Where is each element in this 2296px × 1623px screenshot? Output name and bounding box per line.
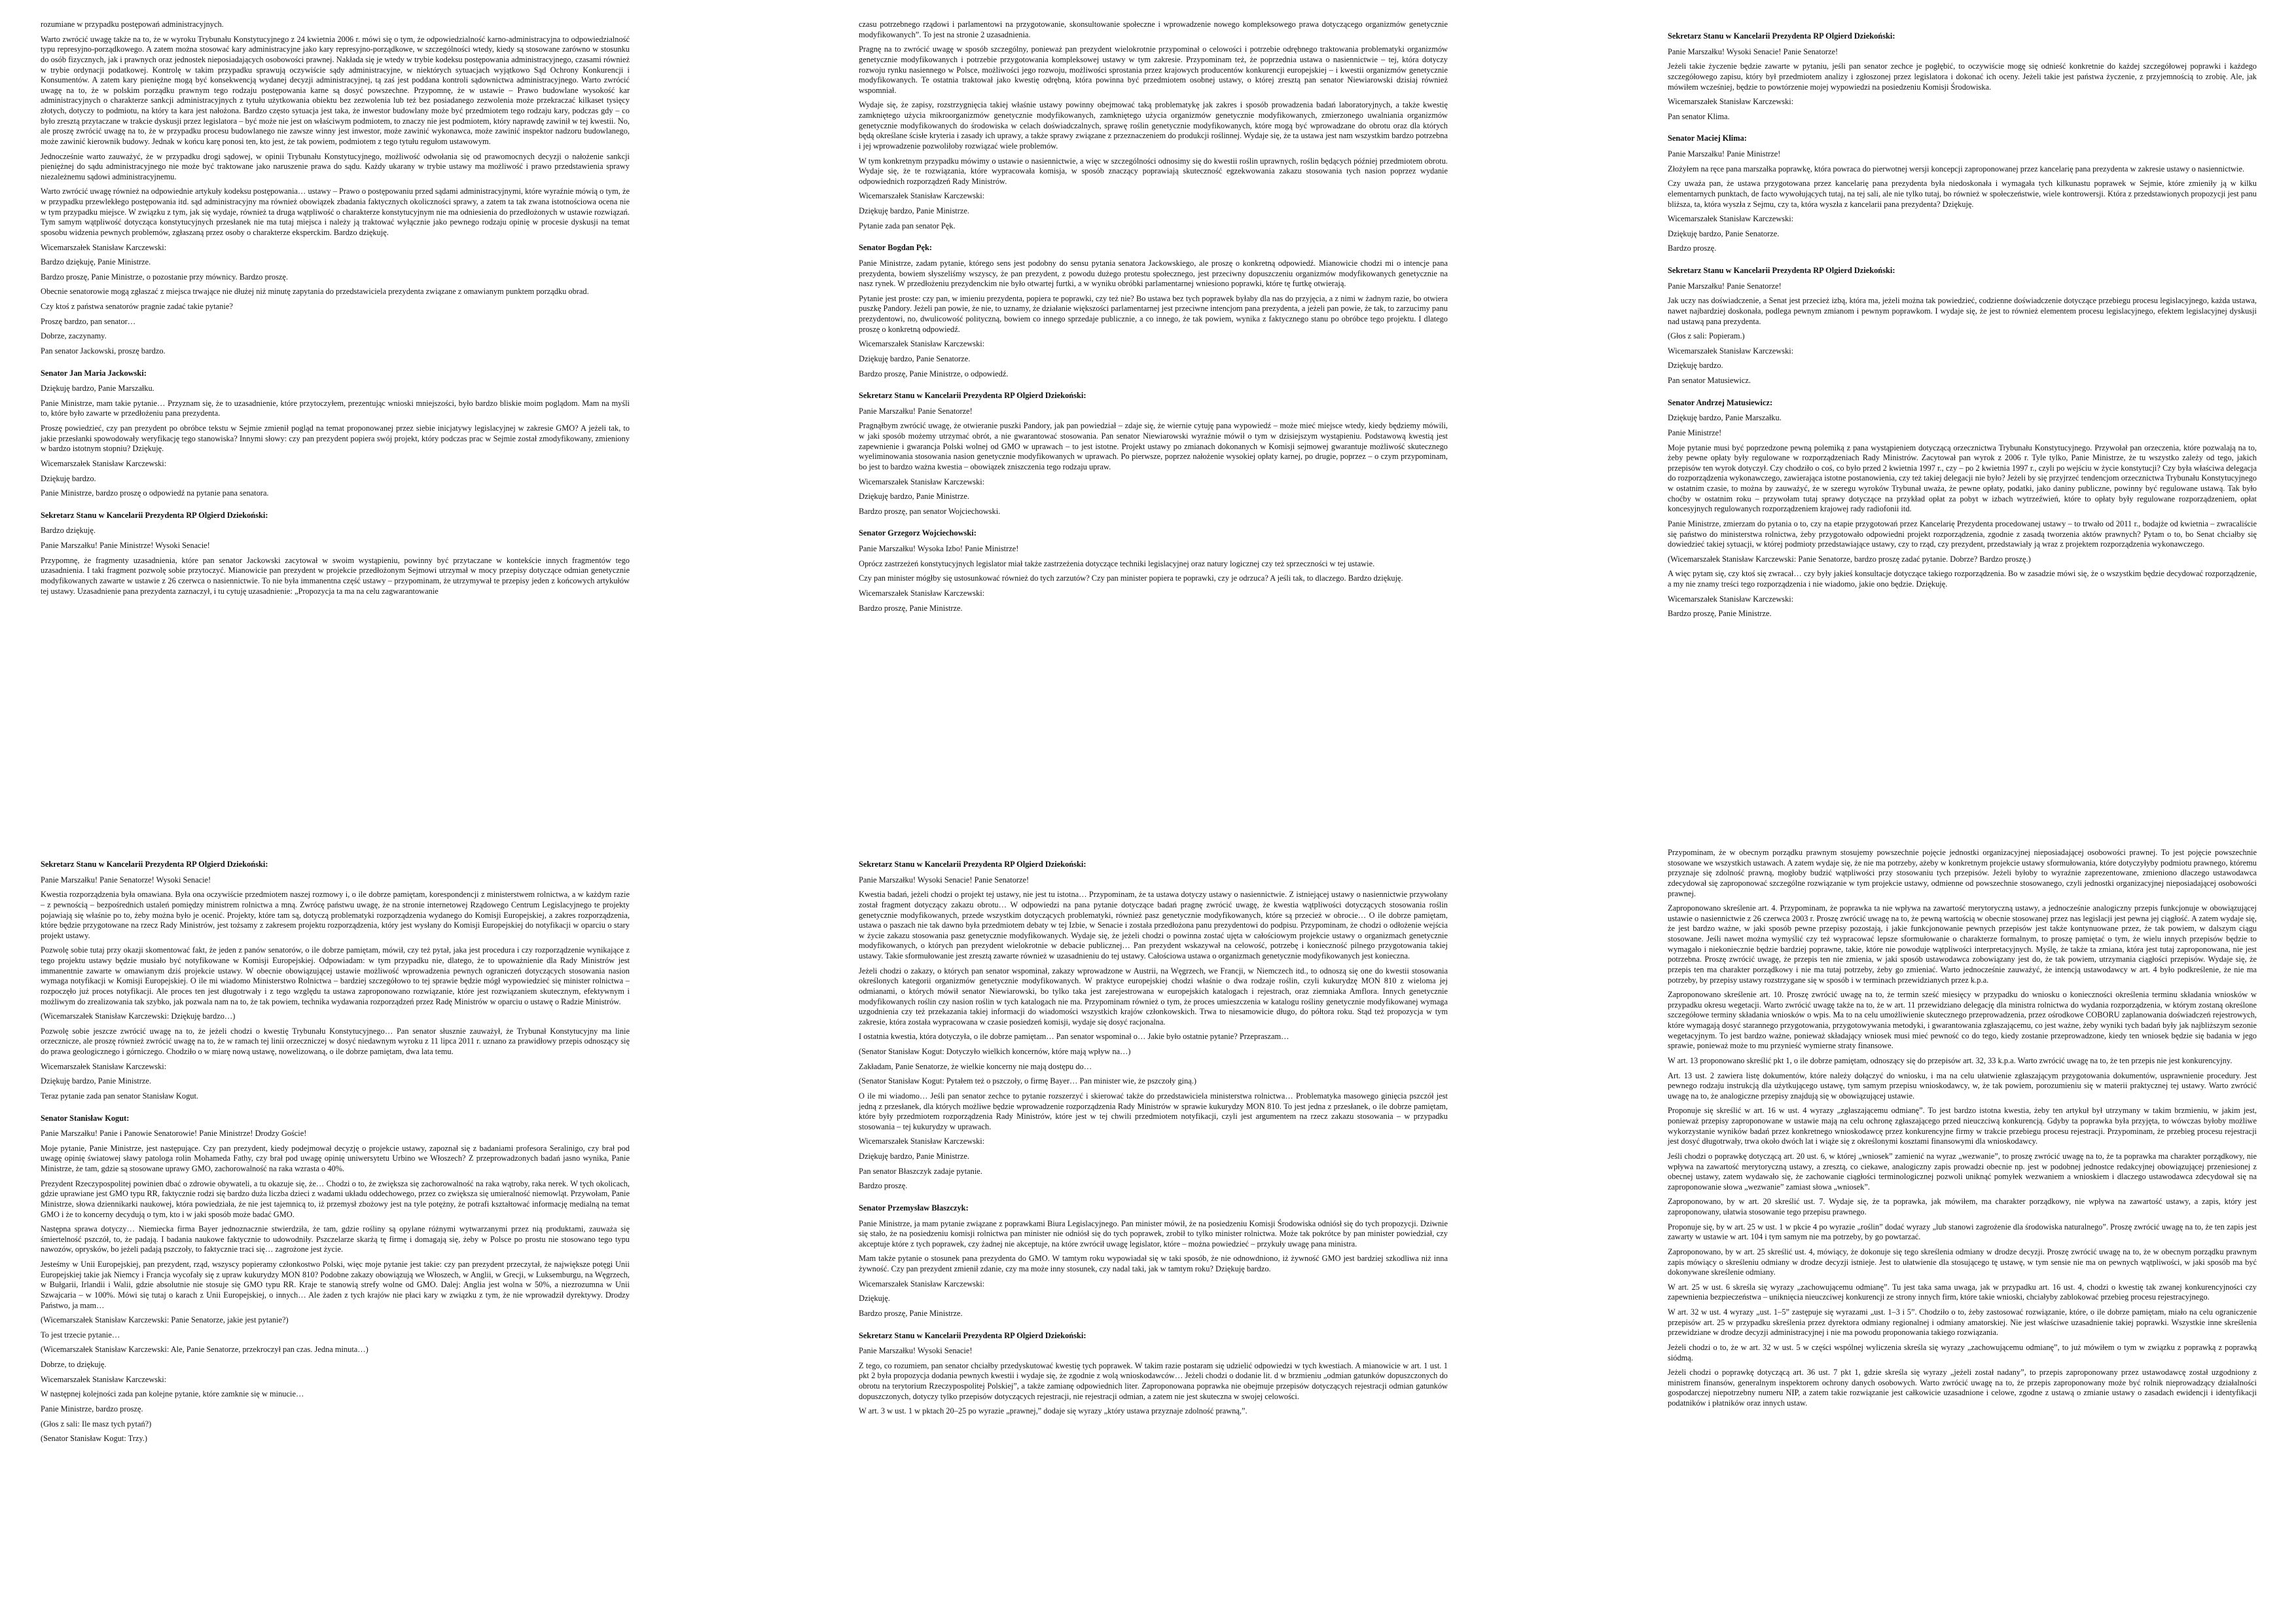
paragraph: Panie Marszałku! Panie Senatorze! Wysoki Senacie! [41,875,211,884]
paragraph: Panie Ministrze! [1668,428,1722,437]
paragraph: Następna sprawa dotyczy… Niemiecka firma Bayer jednoznacznie stwierdziła, że tam, gdzie rośliny są opylane różnymi wytwarzanymi przez nią produktami, zauważa się śmiertelność pszczół, to, że padają. I badania naukowe faktycznie to udowodniły. Pszczelarze skarżą tę firmę i domagają się, żeby w Polsce po prostu nie stosowano tego typu nawozów, oprysków, bo jeżeli padają pszczoły, to faktycznie traci się… zagrożone jest życie. [41,1224,630,1254]
paragraph: Proponuje się, by w art. 25 w ust. 1 w pkcie 4 po wyrazie „roślin” dodać wyrazy „lub stanowi zagrożenie dla środowiska naturalnego”. Proszę zwrócić uwagę na to, że ten zapis jest zawarty w ustawie w art. 104 i tym samym nie ma potrzeby, by go powtarzać. [1668,1222,2257,1242]
paragraph: Wicemarszałek Stanisław Karczewski: [859,477,985,486]
paragraph: Jeżeli chodzi o poprawkę dotyczącą art. 36 ust. 7 pkt 1, gdzie skreśla się wyrazy „jeżeli został nadany”, to przepis zaproponowany przez ustawodawcę został uzgodniony z ministrem finansów, generalnym inspektorem ochrony danych osobowych. Warto zwrócić uwagę na to, że przepis zaproponowany może być rolnik nieprowadzący działalności gospodarczej niepotrzebny numeru NIP, a zatem takie rozwiązanie jest całkowicie uzasadnione i celowe, zgodne z ustawą o zmianie ustawy o zasadach ewidencji i identyfikacji podatników i płatników oraz innych ustaw. [1668,1368,2257,1408]
paragraph: Wicemarszałek Stanisław Karczewski: [1668,594,1794,604]
paragraph: Wicemarszałek Stanisław Karczewski: [41,458,167,468]
paragraph: Bardzo dziękuję. [41,526,96,536]
speaker-heading: Senator Bogdan Pęk: [859,243,932,253]
paragraph: Bardzo proszę. [1668,244,1717,253]
paragraph: Złożyłem na ręce pana marszałka poprawkę, która powraca do pierwotnej wersji koncepcji zaproponowanej przez kancelarię pana prezydenta w zakresie ustawy o nasiennictwie. [1668,164,2245,173]
paragraph: (Senator Stanisław Kogut: Pytałem też o pszczoły, o firmę Bayer… Pan minister wie, że pszczoły giną.) [859,1076,1197,1086]
paragraph: Warto zwrócić uwagę również na odpowiednie artykuły kodeksu postępowania… ustawy – Prawo o postępowaniu przed sądami administracyjnymi, które wyraźnie mówią o tym, że w przypadku przewlekłego postępowania itd. sąd administracyjny ma również obowiązek zbadania faktycznych okoliczności sprawy, a zatem ta tak zwana istotnościowa ocena nie w tym przypadku miejsce. W związku z tym, jak się wydaje, również ta druga wątpliwość o charakterze konstytucyjnym nie ma odniesienia do przedłożonych w ustawie rozwiązań. Tym samym wątpliwość dotycząca konstytucyjnych przesłanek nie ma tutaj miejsca i należy ją traktować wyłącznie jako pewnego rodzaju opinię w procesie dyskusji na temat sposobu widzenia pewnych problemów, zgłaszaną przez osoby o charakterze eksperckim. Bardzo dziękuję. [41,187,630,237]
page-column-bottom-left [41,848,630,1449]
paragraph: Dziękuję bardzo, Panie Ministrze. [859,1152,969,1161]
paragraph: Moje pytanie, Panie Ministrze, jest następujące. Czy pan prezydent, kiedy podejmował decyzję o projekcie ustawy, zapoznał się z badaniami profesora Seralinigo, czy brał pod uwagę opinię światowej sławy patologa rolin Mohameda Fathy, czy brał pod uwagę opinię uniwersytetu Urbino we Włoszech? Z przeprowadzonych badań jasno wynika, Panie Ministrze, że tam, gdzie są stosowane uprawy GMO, zachorowalność na raka wzrasta o 40%. [41,1143,630,1173]
paragraph: Dziękuję bardzo, Panie Marszałku. [1668,413,1782,423]
paragraph: Pan senator Klima. [1668,111,1730,121]
paragraph: Przypomnę, że fragmenty uzasadnienia, które pan senator Jackowski zacytował w swoim wystąpieniu, powinny być przytaczane w kontekście innych fragmentów tego uzasadnienia. I taki fragment pozwolę sobie przytoczyć. Mianowicie pan prezydent w projekcie przedłożonym Sejmowi utrzymał w mocy przepisy dotyczące odmian genetycznie modyfikowanych zawarte w ustawie z 26 czerwca o nasiennictwie. To nie była immanentna część ustawy – przypominam, że utrzymywał te przepisy jeden z końcowych artykułów tej ustawy. Uzasadnienie pana prezydenta zaznaczył, i tu cytuję uzasadnienie: „Propozycja ta ma na celu zagwarantowanie [41,555,630,596]
speaker-heading: Sekretarz Stanu w Kancelarii Prezydenta RP Olgierd Dziekoński: [41,860,268,869]
paragraph: Teraz pytanie zada pan senator Stanisław Kogut. [41,1091,199,1101]
paragraph: Zaproponowano, by w art. 20 skreślić ust. 7. Wydaje się, że ta poprawka, jak mówiłem, ma charakter porządkowy, nie wpływa na zawartość ustawy, a zapis, który jest zaproponowany, ułatwia stosowanie tego przepisu prawnego. [1668,1197,2257,1216]
paragraph: Jak uczy nas doświadczenie, a Senat jest przecież izbą, która ma, jeżeli można tak powiedzieć, codzienne doświadczenie dotyczące przebiegu procesu legislacyjnego, każda ustawa, nawet najbardziej doskonała, podlega pewnym zmianom i pewnym poprawkom. I wydaje się, że jest to również elementem procesu legislacyjnego, efektem legislacyjnej dyskusji nad ustawą pana prezydenta. [1668,296,2257,326]
paragraph: W następnej kolejności zada pan kolejne pytanie, które zamknie się w minucie… [41,1389,304,1399]
paragraph: Wicemarszałek Stanisław Karczewski: [859,339,985,349]
paragraph: Dobrze, to dziękuję. [41,1360,107,1369]
paragraph: Panie Ministrze, zmierzam do pytania o to, czy na etapie przygotowań przez Kancelarię Prezydenta procedowanej ustawy – to trwało od 2011 r., bodajże od kwietnia – zwracaliście się państwo do ministerstwa rolnictwa, żeby przygotowało odpowiedni projekt rozporządzenia, zgodnie z zasadą tworzenia aktów prawnych? Pytam o to, bo Senat chciałby się dowiedzieć takiej sytuacji, w której podmioty przedstawiające ustawy, czy to rząd, czy prezydent, przedstawiały ją wraz z projektem rozporządzenia wykonawczego. [1668,519,2257,549]
paragraph: Dziękuję bardzo. [1668,361,1723,371]
paragraph: To jest trzecie pytanie… [41,1330,120,1340]
paragraph: Kwestia badań, jeżeli chodzi o projekt tej ustawy, nie jest tu istotna… Przypominam, że ta ustawa dotyczy ustawy o nasiennictwie. Z istniejącej ustawy o nasiennictwie przywołany został fragment dotyczący zakazu obrotu… W odpowiedzi na pana pytanie dotyczące badań pragnę zwrócić uwagę, że kwestia wątpliwości dotyczących stosowania roślin genetycznie modyfikowanych, przede wszystkim dotyczących problematyki, również pasz genetycznie modyfikowanych, które są przecież w obrocie… O ile dobrze pamiętam, ustawa o paszach nie tak dawno była przedmiotem debaty w tej Izbie, w Senacie i została przedłożona panu prezydentowi do podpisu. Przypominam, że chodzi o odłożenie wejścia w życie zakazu stosowania pasz genetycznie modyfikowanych. Wydaje się, że jeżeli chodzi o powinna zostać ujęta w całościowym projekcie ustawy o organizmach genetycznie modyfikowanych, o których pan prezydent wielokrotnie w debacie publicznej… Pan prezydent wskazywał na celowość, potrzebę i konieczność pilnego przygotowania takiej ustawy. Takie sformułowanie jest zresztą zawarte również w uzasadnieniu do tej ustawy. Całościowa ustawa o organizmach genetycznie modyfikowanych jest konieczna. [859,890,1448,960]
paragraph: Wicemarszałek Stanisław Karczewski: [41,1374,167,1384]
paragraph: Dziękuję bardzo, Panie Marszałku. [41,384,154,393]
paragraph: Jesteśmy w Unii Europejskiej, pan prezydent, rząd, wszyscy popieramy członkostwo Polski, więc moje pytanie jest takie: czy pan prezydent przeczytał, że największe potęgi Unii Europejskiej takie jak Niemcy i Francja wycofały się z upraw kukurydzy MON 810? Podobne zakazy obowiązują we Włoszech, w Anglii, w Grecji, w Luksemburgu, na Węgrzech, w Bułgarii, Irlandii i Walii, gdzie absolutnie nie stosuje się GMO typu RR. Kraje te stanowią strefy wolne od GMO. Dalej: Anglia jest wolna w 50%, a niezrozumna w Unii Szwajcaria – w 100%. Mówi się tutaj o karach z Unii Europejskiej, o innych… Ale żaden z tych krajów nie płaci kary w związku z tym, że nie wprowadził dyrektywy. Drodzy Państwo, ja mam… [41,1260,630,1310]
paragraph: Wicemarszałek Stanisław Karczewski: [859,191,985,201]
paragraph: Wicemarszałek Stanisław Karczewski: [859,1137,985,1146]
paragraph: Zaproponowano, by w art. 25 skreślić ust. 4, mówiący, że dokonuje się tego skreślenia odmiany w drodze decyzji. Proszę zwrócić uwagę na to, że w obecnym porządku prawnym zapis mówiący o skreśleniu odmiany w drodze decyzji istnieje. Jest to ułatwienie dla stosującego tę ustawę, w tym sensie nie ma on pewnych wątpliwości, w jaki sposób ma być dokonywane skreślenie odmiany. [1668,1247,2257,1277]
paragraph: Wicemarszałek Stanisław Karczewski: [1668,346,1794,356]
paragraph: Pytanie zada pan senator Pęk. [859,221,956,230]
paragraph: Oprócz zastrzeżeń konstytucyjnych legislator miał także zastrzeżenia dotyczące techniki legislacyjnej oraz natury logicznej czy też sprzeczności w tej ustawie. [859,558,1375,568]
paragraph: Panie Marszałku! Panie Senatorze! [859,406,973,416]
paragraph: (Wicemarszałek Stanisław Karczewski: Panie Senatorze, jakie jest pytanie?) [41,1315,289,1325]
paragraph: Bardzo proszę. [859,1181,908,1191]
paragraph: Jeśli chodzi o poprawkę dotyczącą art. 20 ust. 6, w której „wniosek” zamienić na wyraz „wezwanie”, to proszę zwrócić uwagę na to, że ta poprawka ma charakter porządkowy, nie wpływa na zawartość merytoryczną ustawy, a zresztą, co ciekawe, analogiczny zapis prowadzi obecnie np. jest w podobnej jednostce redakcyjnej obowiązującej przeniesionej z obecnej ustawy, zatem wydawało się, że zachowanie ciągłości terminologicznej pozwoli uniknąć pomyłek wezwaniem a wnioskiem i dlaczego ustawodawca zdecydował się na zaproponowanie słowa „wezwanie” zamiast słowa „wniosek”. [1668,1151,2257,1192]
paragraph: Pan senator Matusiewicz. [1668,376,1751,385]
paragraph: Proponuje się skreślić w art. 16 w ust. 4 wyrazy „zgłaszającemu odmianę”. To jest bardzo istotna kwestia, żeby ten artykuł był utrzymany w takim brzmieniu, w jakim jest, ponieważ przepisy zaproponowane w ustawie mają na celu ochronę zgłaszającego przed nieuczciwą konkurencją. Gdyby ta poprawka była przyjęta, to wówczas byłoby możliwe wykorzystanie wyników badań przez konkretnego wnioskodawcę przez konkurencyjne firmy w trakcie przebiegu procesu rejestracji. Przypominam, że przebieg procesu rejestracji jest dosyć długotrwały, trwa około dwóch lat i wiąże się z określonymi kosztami finansowymi dla wnioskodawcy. [1668,1106,2257,1146]
paragraph: Jeżeli chodzi o zakazy, o których pan senator wspominał, zakazy wprowadzone w Austrii, na Węgrzech, we Francji, w Niemczech itd., to odnoszą się one do kwestii stosowania określonych kategorii organizmów genetycznie modyfikowanych. W praktyce europejskiej chodzi właśnie o dwa rodzaje roślin, czyli kukurydzę MON 810 z wieloma jej odmianami, o których mówił senator Niewiarowski, bo tylko taka jest zarejestrowana w europejskich katalogach i rejestrach, oraz ziemniaka Amflora. Innych genetycznie modyfikowanych roślin czy nasion roślin w tych katalogach nie ma. Przypominam również o tym, że proces umieszczenia w katalogu rośliny genetycznie modyfikowanej wymaga uzgodnienia czy też przekazania takiej informacji do wiadomości wszystkich krajów członkowskich. Trwa to niesamowicie długo, do półtora roku. Stąd też propozycja w tym zakresie, która została wypracowana w czasie posiedzeń komisji, wydaje się dosyć racjonalna. [859,966,1448,1027]
paragraph: Panie Marszałku! Wysoka Izbo! Panie Ministrze! [859,544,1019,553]
paragraph: Pytanie jest proste: czy pan, w imieniu prezydenta, popiera te poprawki, czy też nie? Bo ustawa bez tych poprawek byłaby dla nas do przyjęcia, a z nimi w żadnym razie, bo otwiera puszkę Pandory. Jeżeli pan powie, że nie, to uznamy, że działanie większości parlamentarnej jest przeciwne intencjom pana prezydenta, a jeżeli pan powie, że tak, to zarzucimy panu prezydentowi, no, dwulicowość polityczną, bowiem co innego sprzedaje publicznie, a co innego, że tak powiem, wynika z faktycznego stanu po obróbce tego projektu. I dlatego proszę o konkretną odpowiedź. [859,293,1448,334]
paragraph: Zakładam, Panie Senatorze, że wielkie koncerny nie mają dostępu do… [859,1061,1092,1071]
paragraph: Panie Marszałku! Panie Senatorze! [1668,281,1782,291]
paragraph: O ile mi wiadomo… Jeśli pan senator zechce to pytanie rozszerzyć i skierować także do przedstawiciela ministerstwa rolnictwa… Problematyka masowego ginięcia pszczół jest jedną z przesłanek, dla których możliwe będzie wprowadzenie rozporządzenia Rady Ministrów w sprawie kukurydzy MON 810. To jest jedna z przesłanek, o ile dobrze pamiętam, które były przedmiotem rozporządzenia Rady Ministrów, które jest w tej chwili przedmiotem notyfikacji, czyli jest argumentem na rzecz zakazu stosowania – w przypadku stosowania – tej kukurydzy w uprawach. [859,1091,1448,1131]
paragraph: I ostatnia kwestia, która dotyczyła, o ile dobrze pamiętam… Pan senator wspominał o… Jakie było ostatnie pytanie? Przepraszam… [859,1032,1289,1042]
paragraph: Pan senator Jackowski, proszę bardzo. [41,346,166,356]
paragraph: Czy ktoś z państwa senatorów pragnie zadać takie pytanie? [41,302,233,311]
paragraph: Wicemarszałek Stanisław Karczewski: [859,1279,985,1288]
page-column-top-middle [859,20,1448,618]
paragraph: Pozwolę sobie tutaj przy okazji skomentować fakt, że jeden z panów senatorów, o ile dobrze pamiętam, mówił, czy też pytał, jaka jest procedura i czy rozporządzenie wynikające z tego projektu ustawy będzie musiało być notyfikowane w Komisji Europejskiej. Odpowiadam: w tym przypadku nie, dlatego, że to upoważnienie dla Rady Ministrów jest immanentnie zawarte w omawianym dziś projekcie ustawy. W obecnie obowiązującej ustawie możliwość wprowadzenia pewnych ograniczeń dotyczących stosowania nasion wymaga notyfikacji w Komisji Europejskiej. O ile mi wiadomo Ministerstwo Rolnictwa – bardziej szczegółowo to tej sprawie będzie mógł wypowiedzieć się minister rolnictwa – rozpoczęło już proces notyfikacji. Ale proces ten jest długotrwały i z tego względu ta ustawa zaproponowano rozwiązanie, które jest rozwiązaniem skutecznym, efektywnym i możliwym do zrealizowania tak szybko, jak pozwala nam na to, że tak powiem, technika wydawania rozporządzeń przez Radę Ministrów w oparciu o ustawę o Radzie Ministrów. [41,945,630,1006]
paragraph: W art. 25 w ust. 6 skreśla się wyrazy „zachowującemu odmianę”. Tu jest taka sama uwaga, jak w przypadku art. 16 ust. 4, chodzi o kwestię tak zwanej konkurencyjności czy zapewnienia bezpieczeństwa – uniknięcia nieuczciwej konkurencji ze strony innych firm, które takie wnioski, chciałyby zablokować przebieg procesu rejestracyjnego. [1668,1282,2257,1302]
paragraph: Bardzo proszę, Panie Ministrze. [859,603,963,613]
paragraph: (Wicemarszałek Stanisław Karczewski: Ale, Panie Senatorze, przekroczył pan czas. Jedna minuta…) [41,1345,368,1355]
paragraph: Wicemarszałek Stanisław Karczewski: [41,242,167,252]
paragraph: Wicemarszałek Stanisław Karczewski: [1668,214,1794,224]
speaker-heading: Sekretarz Stanu w Kancelarii Prezydenta RP Olgierd Dziekoński: [41,510,268,520]
paragraph: (Głos z sali: Ile masz tych pytań?) [41,1419,152,1429]
paragraph: A więc pytam się, czy ktoś się zwracał… czy były jakieś konsultacje dotyczące takiego rozporządzenia. Bo w zasadzie mówi się, że o wszystkim będzie decydować rozporządzenie, a my nie znamy treści tego rozporządzenia i nie wiadomo, jakie ono będzie. Dziękuję. [1668,569,2257,589]
paragraph: W art. 13 proponowano skreślić pkt 1, o ile dobrze pamiętam, odnoszący się do przepisów art. 32, 33 k.p.a. Warto zwrócić uwagę na to, że ten przepis nie jest konkurencyjny. [1668,1055,2233,1065]
paragraph: (Głos z sali: Popieram.) [1668,331,1745,341]
paragraph: Panie Ministrze, bardzo proszę o odpowiedź na pytanie pana senatora. [41,488,269,498]
paragraph: Dobrze, zaczynamy. [41,331,107,341]
page-column-top-right [1668,20,2257,624]
speaker-heading: Senator Maciej Klima: [1668,134,1747,143]
speaker-heading: Sekretarz Stanu w Kancelarii Prezydenta RP Olgierd Dziekoński: [859,860,1086,869]
paragraph: Pragnę na to zwrócić uwagę w sposób szczególny, ponieważ pan prezydent wielokrotnie przypominał o celowości i potrzebie odrębnego traktowania problematyki organizmów genetycznie modyfikowanych i potrzebie przygotowania kompleksowej ustawy w tym zakresie. Przypominam też, że poprzednia ustawa o nasiennictwie – tej, która dotyczy rozwoju rynku nasiennego w Polsce, możliwości jego rozwoju, możliwości sprostania przez krajowych producentów konkurencji europejskiej – i kwestii organizmów genetycznie modyfikowanych. Te ostatnia traktował jako kwestię odrębną, która powinna być przedmiotem osobnej ustawy, o której zresztą pan senator Niewiarowski dzisiaj również wspomniał. [859,45,1448,95]
speaker-heading: Senator Andrzej Matusiewicz: [1668,397,1773,407]
paragraph: Bardzo proszę, Panie Ministrze, o odpowiedź. [859,369,1009,378]
paragraph: Dziękuję bardzo, Panie Senatorze. [1668,228,1780,238]
paragraph: Art. 13 ust. 2 zawiera listę dokumentów, które należy dołączyć do wniosku, i ma na celu ułatwienie zgłaszającym przygotowania dokumentów, usprawnienie procedury. Jest pewnego rodzaju instrukcją dla użytkującego ustawę, tym samym przepisu wnioskodawcy, w, że tak powiem, porozumieniu się w materii praktycznej tej ustawy. Warto zwrócić uwagę na to, że analogiczne przepisy znajdują się w obowiązującej ustawie. [1668,1070,2257,1101]
paragraph: W art. 3 w ust. 1 w pktach 20–25 po wyrazie „prawnej,” dodaje się wyrazy „który ustawa przyznaje zdolność prawną,”. [859,1406,1247,1416]
paragraph: rozumiane w przypadku postępowań administracyjnych. [41,20,224,29]
paragraph: Wydaje się, że zapisy, rozstrzygnięcia takiej właśnie ustawy powinny obejmować taką problematykę jak zakres i sposób prowadzenia badań laboratoryjnych, a także kwestię zamkniętego użycia mikroorganizmów genetycznie modyfikowanych, zamkniętego użycia organizmów genetycznie modyfikowanych, zmierzonego uwalniania organizmów genetycznie modyfikowanych do środowiska w celach doświadczalnych, sprawę roślin genetycznie modyfikowanych, które mogą być wprowadzane do obrotu oraz dla których będą określane ścisłe kryteria i zasady ich uprawy, a także sprawy związane z przeznaczeniem do produkcji roślinnej. Wydaje się, że ta ustawa jest nam wszystkim bardzo potrzebna i jej wprowadzenie pozwoliłoby rozwiązać wiele problemów. [859,100,1448,151]
paragraph: Moje pytanie musi być poprzedzone pewną polemiką z pana wystąpieniem dotyczącą orzecznictwa Trybunału Konstytucyjnego. Przywołał pan orzeczenia, które pozwalają na to, żeby pewne opłaty były regulowane w rozporządzeniach Rady Ministrów. Zacytował pan wyrok z 2006 r. Tyle tylko, Panie Ministrze, że tu wszystko zależy od tego, jakich przepisów ten wyrok dotyczył. Czy chodziło o coś, co było przed 2 kwietnia 1997 r., czy – po 2 kwietnia 1997 r., czyli po wejściu w życie konstytucji? Czy była właściwa delegacja do rozporządzenia wykonawczego, zawierająca istotne postanowienia, czy też takiej delegacji nie było? Jeżeli by się przyjrzeć tendencjom orzecznictwa Trybunału Konstytucyjnego w ostatnim czasie, to można by zauważyć, że w szeregu wyroków Trybunał uważa, że pewne opłaty, podatki, jako daniny publiczne, powinny być regulowane ustawą. Tak było choćby w ostatnim roku – przywołam tutaj sprawy dotyczące na przykład opłat za pobyt w izbach wytrzeźwień, które to opłaty były regulowane rozporządzeniem, opłat koncesyjnych regulowanych rozporządzeniem krajowej rady radiofonii itd. [1668,443,2257,514]
page-column-top-left [41,20,630,601]
paragraph: Bardzo proszę, Panie Ministrze. [1668,609,1772,619]
paragraph: Bardzo proszę, pan senator Wojciechowski. [859,506,1001,516]
paragraph: Wicemarszałek Stanisław Karczewski: [859,588,985,598]
paragraph: Panie Marszałku! Wysoki Senacie! [859,1346,973,1356]
paragraph: (Wicemarszałek Stanisław Karczewski: Panie Senatorze, bardzo proszę zadać pytanie. Dobrze? Bardzo proszę.) [1668,554,2031,564]
paragraph: Panie Marszałku! Panie i Panowie Senatorowie! Panie Ministrze! Drodzy Goście! [41,1129,307,1139]
paragraph: Panie Marszałku! Wysoki Senacie! Panie Senatorze! [1668,46,1839,56]
paragraph: Mam także pytanie o stosunek pana prezydenta do GMO. W tamtym roku wypowiadał się w taki sposób, że nie odnowdniono, iż żywność GMO jest bardziej szkodliwa niż inna żywność. Czy pan prezydent zmienił zdanie, czy ma może inny stosunek, czy nadal taki, jak w tamtym roku? Dziękuję bardzo. [859,1254,1448,1273]
paragraph: Bardzo dziękuję, Panie Ministrze. [41,257,151,267]
speaker-heading: Senator Przemysław Błaszczyk: [859,1203,969,1213]
speaker-heading: Senator Jan Maria Jackowski: [41,368,147,378]
paragraph: Kwestia rozporządzenia była omawiana. Była ona oczywiście przedmiotem naszej rozmowy i, o ile dobrze pamiętam, korespondencji z ministerstwem rolnictwa, a w każdym razie – z pewnością – bezpośrednich ustaleń pomiędzy ministrem rolnictwa a mną. Zwrócę państwu uwagę, że na stronie internetowej Rządowego Centrum Legislacyjnego te projekty pojawiają się właśnie po to, żeby można było je ocenić. Projekty, które tam są, dotyczą problematyki rozporządzenia wydanego do Komisji Europejskiej, a zakres rozporządzenia, które będzie przygotowane na rzecz Rady Ministrów, jest tożsamy z zakresem projektu rozporządzenia, który jest wysłany do Komisji Europejskiej do notyfikacji w oparciu o stary projekt ustawy. [41,890,630,940]
paragraph: Jednocześnie warto zauważyć, że w przypadku drogi sądowej, w opinii Trybunału Konstytucyjnego, możliwość odwołania się od prawomocnych decyzji o nałożenie sankcji pieniężnej do sądu administracyjnego nie może być traktowane jako naruszenie prawa do sądu. Każdy ukarany w trybie ustawy ma możliwość i prawo przedstawienia sprawy niezależnemu sądowi administracyjnemu. [41,151,630,181]
paragraph: Pan senator Błaszczyk zadaje pytanie. [859,1166,982,1176]
page-column-bottom-middle [859,848,1448,1421]
paragraph: Proszę bardzo, pan senator… [41,316,136,326]
paragraph: Panie Marszałku! Panie Ministrze! Wysoki Senacie! [41,541,210,550]
paragraph: Pragnąłbym zwrócić uwagę, że otwieranie puszki Pandory, jak pan powiedział – zdaje się, że wiernie cytuję pana wypowiedź – może mieć miejsce wtedy, kiedy będziemy mówili, w jaki sposób możemy utrzymać obrót, a nie gwarantować stosowania. Pan senator Niewiarowski wyraźnie mówił o tym w dzisiejszym wystąpieniu. Podstawową kwestią jest zapewnienie i gwarancja Polski wolnej od GMO w uprawach – to jest istotne. Projekt ustawy po zmianach dokonanych w Komisji sejmowej gwarantuje możliwość skutecznego wyeliminowania stosowania nasion genetycznie modyfikowanych w uprawach. Po pierwsze, poprzez nałożenie wysokiej opłaty karnej, po drugie, poprzez – o czym przypominam, bo jest to bardzo ważna kwestia – obowiązek zniszczenia tego rodzaju upraw. [859,421,1448,471]
paragraph: W tym konkretnym przypadku mówimy o ustawie o nasiennictwie, a więc w szczególności odnosimy się do kwestii roślin uprawnych, roślin będących później przedmiotem obrotu. Wydaje się, że te rozwiązania, które wypracowała komisja, w sposób znaczący poprawiają skuteczność egzekwowania zakazu stosowania tych nasion poprzez wydanie odpowiednich rozporządzeń Rady Ministrów. [859,156,1448,186]
paragraph: Panie Ministrze, mam takie pytanie… Przyznam się, że to uzasadnienie, które przytoczyłem, prezentując wnioski mniejszości, było bardzo bliskie moim poglądom. Mam na myśli to, które było zawarte w przedłożeniu pana prezydenta. [41,398,630,418]
speaker-heading: Sekretarz Stanu w Kancelarii Prezydenta RP Olgierd Dziekoński: [859,391,1086,401]
paragraph: Panie Ministrze, zadam pytanie, którego sens jest podobny do sensu pytania senatora Jackowskiego, ale proszę o konkretną odpowiedź. Mianowicie chodzi mi o intencje pana prezydenta, bowiem słyszeliśmy wszyscy, że pan prezydent, z powodu dużego protestu społecznego, jest przeciwny dopuszczeniu organizmów modyfikowanych genetycznie na nasz rynek. W przedłożeniu prezydenckim nie było otwartej furtki, a w wyniku obróbki parlamentarnej wniesiono poprawki, które tę furtkę otwierają. [859,258,1448,289]
paragraph: Panie Marszałku! Panie Ministrze! [1668,149,1781,158]
paragraph: Bardzo proszę, Panie Ministrze. [859,1308,963,1318]
paragraph: Z tego, co rozumiem, pan senator chciałby przedyskutować kwestię tych poprawek. W takim razie postaram się udzielić odpowiedzi w tych kwestiach. A mianowicie w art. 1 ust. 1 pkt 2 była propozycja dodania pewnych kwestii i wydaje się, że zgodnie z wolą wnioskodawców… Jeżeli chodzi o dodanie lit. d w brzmieniu „odmian gatunków dopuszczonych do obrotu na terytorium Rzeczypospolitej Polskiej”, a także zamianę odpowiednich liter. Zaproponowana poprawka nie obejmuje przepisów dotyczących rejestracji odmian gatunków dopuszczonych, dotyczy tylko przepisów dotyczących rejestracji, nie rejestracji odmian, a zatem nie jest skuteczna w swojej celowości. [859,1360,1448,1401]
paragraph: Jeżeli takie życzenie będzie zawarte w pytaniu, jeśli pan senator zechce je pogłębić, to oczywiście mogę się odnieść konkretnie do każdej szczegółowej poprawki i każdego szczegółowego zapisu, który był przedmiotem analizy i zgłoszonej przez legislatora i dokonać ich oceny. Jeżeli takie jest państwa życzenie, z przyjemnością to zrobię. Ale, jak mówiłem wcześniej, będzie to powtórzenie mojej wypowiedzi na posiedzeniu Komisji Środowiska. [1668,62,2257,92]
paragraph: Panie Ministrze, bardzo proszę. [41,1404,143,1413]
paragraph: (Senator Stanisław Kogut: Trzy.) [41,1434,148,1444]
paragraph: Warto zwrócić uwagę także na to, że w wyroku Trybunału Konstytucyjnego z 24 kwietnia 2006 r. mówi się o tym, że odpowiedzialność karno-administracyjna to odpowiedzialność typu represyjno-porządkowego. A zatem można stosować kary administracyjne jako kary represyjno-porządkowe, w szczególności wtedy, kiedy są stosowane zarówno w stosunku do osób fizycznych, jak i prawnych oraz jednostek nieposiadających osobowości prawnej. Nakłada się je wtedy w trybie kodeksu postępowania administracyjnego, czasami również w trybie ordynacji podatkowej. Kontrolę w takim przypadku sprawują oczywiście sądy administracyjne, w niektórych sytuacjach wyjątkowo Sąd Ochrony Konkurencji i Konsumentów. A zatem kary pieniężne mogą być konsekwencją wydanej decyzji administracyjnej, tą zaś jest poddana kontroli sądownictwa administracyjnego. Warto zwrócić uwagę na to, że w polskim porządku prawnym tego rodzaju postępowania karne są dosyć powszechne. Przypomnę, że w ustawie – Prawo budowlane wysokość kar administracyjnych o charakterze sankcji administracyjnych z tytułu użytkowania obiektu bez zezwolenia lub też bez posiadanego zezwolenia może przekraczać kilkaset tysięcy złotych, dotyczy to podmiotu, na który ta kara jest nałożona. Bardzo często sytuacja jest taka, że inwestor budowlany może być przedmiotem tego rodzaju kary, podczas gdy – co było zresztą przytaczane w trakcie dyskusji przez legislatora – być może nie jest on właściwym podmiotem, to znaczy nie jest podmiotem, który naprawdę zawinił w tej kwestii. No, ale proszę zwrócić uwagę na to, że w przypadku procesu budowlanego nie zawsze winny jest inwestor, może zawinić wykonawca, może zawinić inspektor nadzoru budowlanego, może zawinić kierownik budowy. Jednak w końcu karę ponosi ten, kto jest, że tak powiem, podmiotem z tego tytułu regułom ustawowym. [41,34,630,146]
paragraph: Dziękuję bardzo. [41,473,96,483]
paragraph: Dziękuję. [859,1294,890,1304]
paragraph: Proszę powiedzieć, czy pan prezydent po obróbce tekstu w Sejmie zmienił pogląd na temat proponowanej przez siebie inicjatywy legislacyjnej w zakresie GMO? A jeżeli tak, to jakie przesłanki spowodowały weryfikację tego stanowiska? Innymi słowy: czy pan prezydent popiera swój projekt, który podczas prac w Sejmie został zmodyfikowany, zmieniony w bardzo istotnym stopniu? Dziękuję. [41,424,630,454]
speaker-heading: Sekretarz Stanu w Kancelarii Prezydenta RP Olgierd Dziekoński: [859,1330,1086,1340]
paragraph: Pozwolę sobie jeszcze zwrócić uwagę na to, że jeżeli chodzi o kwestię Trybunału Konstytucyjnego… Pan senator słusznie zauważył, że Trybunał Konstytucyjny ma linie orzecznicze, ale proszę również zwrócić uwagę na to, że w ramach tej linii orzeczniczej w dosyć niedawnym wyroku z 11 lipca 2011 r. uznano za prawidłowy przepis odnoszący się do prawa geologicznego i górniczego. Chodziło o w miarę nową ustawę, nowelizowaną, o ile dobrze pamiętam, dwa lata temu. [41,1026,630,1056]
page-column-bottom-right [1668,848,2257,1413]
speaker-heading: Senator Grzegorz Wojciechowski: [859,528,977,538]
speaker-heading: Sekretarz Stanu w Kancelarii Prezydenta RP Olgierd Dziekoński: [1668,31,1895,41]
paragraph: Zaproponowano skreślenie art. 4. Przypominam, że poprawka ta nie wpływa na zawartość merytoryczną ustawy, a jednocześnie analogiczny przepis funkcjonuje w obowiązującej ustawie o nasiennictwie z 26 czerwca 2003 r. Proszę zwrócić uwagę na to, że pewną wartością w obecnie stosowanej przez nas legislacji jest pewna jej ciągłość. A zatem wydaje się, że jest bardzo ważne, w jaki sposób pewne przepisy pozostają, i jakie funkcjonowanie pewnych przepisów jest także kontynuowane przez, że tak powiem, w dalszym ciągu stosowane. Jeśli nawet można wymyślić czy też wypracować lepsze sformułowanie o charakterze formalnym, to proszę pamiętać o tym, że wielu innych przepisów będzie to wymagało i niekoniecznie będzie bardziej poprawne, takie, które nie powoduje wątpliwości interpretacyjnych. Myślę, że także ta zmiana, która jest tutaj zaproponowana, nie jest potrzebna. Proszę zwrócić uwagę, że przepis ten nie zmienia, w jaki sposób ustawodawca zobowiązany jest do, że tak powiem, utrzymania ciągłości przepisów. Wydaje się, że przepis ten ma charakter porządkowy i nie ma tutaj potrzeby, żeby go zmieniać. Warto jednocześnie zauważyć, że intencją ustawodawcy w art. 4 było podkreślenie, że nie ma potrzeby, by przepisy ustawy rozstrzygane się w sposób i w terminach przewidzianych przez k.p.a. [1668,903,2257,985]
paragraph: Panie Ministrze, ja mam pytanie związane z poprawkami Biura Legislacyjnego. Pan minister mówił, że na posiedzeniu Komisji Środowiska odniósł się do tych propozycji. Dziwnie się stało, że na posiedzeniu komisji rolnictwa pan minister nie odniósł się do tych poprawek, zrobił to tylko minister rolnictwa. Może tak pokrótce by pan minister powiedział, czy akceptuje które z tych poprawek, czy żadnej nie akceptuje, na które zwrócił uwagę legislator, które – można powiedzieć – przykuły uwagę pana ministra. [859,1218,1448,1249]
paragraph: Zaproponowano skreślenie art. 10. Proszę zwrócić uwagę na to, że termin sześć miesięcy w przypadku do wniosku o konieczności określenia terminu składania wniosków w przypadku okresu wegetacji. Warto zwrócić uwagę także na to, że w art. 11 przewidziano delegację dla ministra rolnictwa do wydania rozporządzenia, w którym zostaną określone szczegółowe terminy składania wniosków o wpis. Ma to na celu umożliwienie skutecznego przeprowadzenia, przez ośrodkowe COBORU zaplanowania doświadczeń rejestrowych, które wymagają dosyć starannego przygotowania, przygotowywania metodyki, i gwarantowania zgłaszającemu, co jest ważne, żeby wyniki tych badań były jak najbliższym sezonie wegetacyjnym. To jest bardzo ważne, ponieważ składający wniosek musi mieć pewność co do tego, kiedy zostanie przeprowadzone, kiedy ten wniosek będzie się badania w jego sprawie, ponieważ może to mu przynieść wymierne straty finansowe. [1668,990,2257,1051]
paragraph: Wicemarszałek Stanisław Karczewski: [41,1061,167,1071]
paragraph: Czy pan minister mógłby się ustosunkować również do tych zarzutów? Czy pan minister popiera te poprawki, czy je odrzuca? A jeśli tak, to dlaczego. Bardzo dziękuję. [859,574,1403,583]
paragraph: Prezydent Rzeczypospolitej powinien dbać o zdrowie obywateli, a tu okazuje się, że… Chodzi o to, że zwiększa się zachorowalność na raka wątroby, raka nerek. W tych okolicach, gdzie uprawiane jest GMO typu RR, faktycznie rodzi się bardzo duża liczba dzieci z wadami układu oddechowego, przez co zwiększa się umieralność niemowląt. Przywołam, Panie Ministrze, słowa dziennikarki naukowej, która powiedziała, że nie jest tajemnicą to, iż przemysł zbożowy jest na tyle potężny, że potrafi kształtować informację medialną na temat GMO i że to koncerny decydują o tym, kto i w jaki sposób może badać GMO. [41,1178,630,1219]
paragraph: czasu potrzebnego rządowi i parlamentowi na przygotowanie, skonsultowanie społeczne i wprowadzenie nowego kompleksowego prawa dotyczącego organizmów genetycznie modyfikowanych”. To jest na stronie 2 uzasadnienia. [859,20,1448,39]
paragraph: Dziękuję bardzo, Panie Ministrze. [859,492,969,501]
paragraph: Czy uważa pan, że ustawa przygotowana przez kancelarię pana prezydenta była niedoskonała i wymagała tych kilkunastu poprawek w Sejmie, które zmieniły ją w kilku elementarnych punktach, de facto wywołujących tutaj, na tej sali, ale nie tylko tutaj, bo również w społeczeństwie, wiele kontrowersji. Która z przedstawionych propozycji jest panu bliższa, ta, która wyszła z Sejmu, czy ta, która wyszła z kancelarii pana prezydenta? Dziękuję. [1668,179,2257,209]
paragraph: Dziękuję bardzo, Panie Ministrze. [41,1076,151,1086]
paragraph: Obecnie senatorowie mogą zgłaszać z miejsca trwające nie dłużej niż minutę zapytania do przedstawiciela prezydenta związane z omawianym punktem porządku obrad. [41,287,589,297]
paragraph: Dziękuję bardzo, Panie Senatorze. [859,354,971,363]
paragraph: Jeżeli chodzi o to, że w art. 32 w ust. 5 w części wspólnej wyliczenia skreśla się wyrazy „zachowującemu odmianę”, to już mówiłem o tym w związku z poprawką z poprawką siódmą. [1668,1342,2257,1362]
paragraph: (Wicemarszałek Stanisław Karczewski: Dziękuję bardzo…) [41,1012,236,1021]
paragraph: Bardzo proszę, Panie Ministrze, o pozostanie przy mównicy. Bardzo proszę. [41,272,289,282]
speaker-heading: Senator Stanisław Kogut: [41,1113,130,1123]
paragraph: Przypominam, że w obecnym porządku prawnym stosujemy powszechnie pojęcie jednostki organizacyjnej nieposiadającej osobowości prawnej. To jest pojęcie powszechnie stosowane we wszystkich ustawach. A zatem wydaje się, że nie ma potrzeby, ażeby w konkretnym projekcie ustawy sformułowania, które dotyczyłyby podmiotu prawnego, któremu przyznaje się zdolność prawną, mogłoby budzić wątpliwości przy stosowaniu tych przepisów. Jeżeli byłoby to wyraźnie zaprezentowane, zmieniono dlaczego ustawodawca zdecydował się zaproponować szczególne rozwiązanie w tym projekcie ustawy, odmienne od powszechnie stosowanego, czyli jednostki organizacyjnej nieposiadającej osobowości prawnej. [1668,848,2257,898]
paragraph: (Senator Stanisław Kogut: Dotyczyło wielkich koncernów, które mają wpływ na…) [859,1047,1131,1056]
paragraph: W art. 32 w ust. 4 wyrazy „ust. 1–5” zastępuje się wyrazami „ust. 1–3 i 5”. Chodziło o to, żeby zastosować rozwiązanie, które, o ile dobrze pamiętam, miało na celu ograniczenie przepisów art. 25 w przypadku skreślenia przez dyrektora odmiany regionalnej i odmiany amatorskiej. Nie jest właściwe uzasadnienie takiej poprawki. Wszystkie inne skreślenia przewidziane w drodze decyzji administracyjnej i nie ma powodu proponowania takiego rozwiązania. [1668,1307,2257,1338]
paragraph: Dziękuję bardzo, Panie Ministrze. [859,206,969,215]
paragraph: Wicemarszałek Stanisław Karczewski: [1668,97,1794,107]
paragraph: Panie Marszałku! Wysoki Senacie! Panie Senatorze! [859,875,1030,884]
speaker-heading: Sekretarz Stanu w Kancelarii Prezydenta RP Olgierd Dziekoński: [1668,266,1895,275]
